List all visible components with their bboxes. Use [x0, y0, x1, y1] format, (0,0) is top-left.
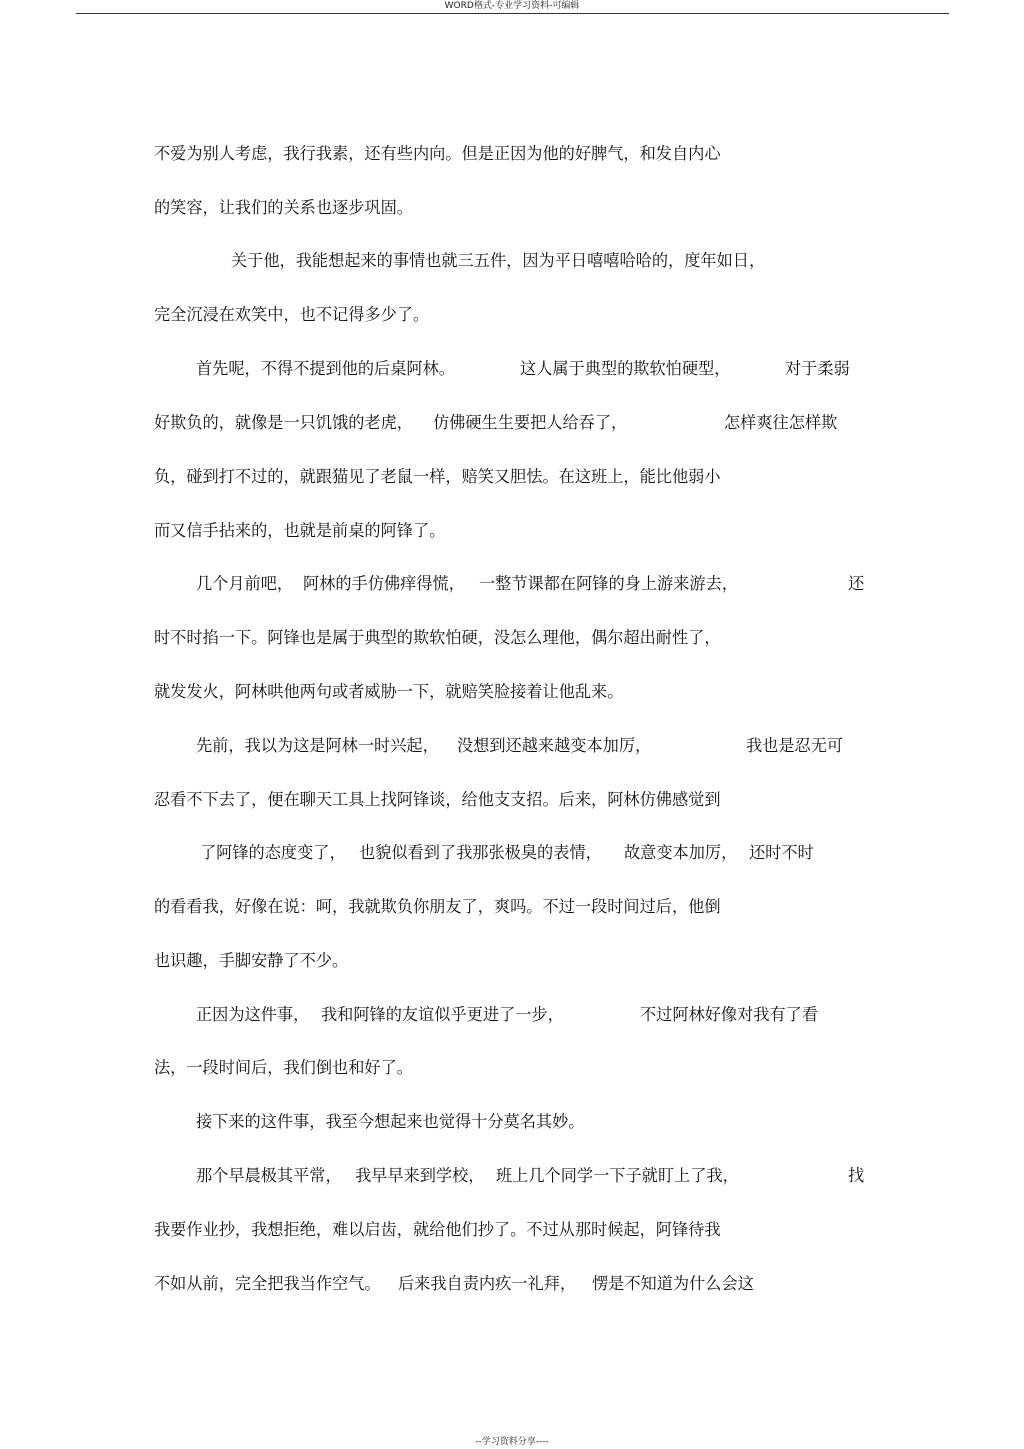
- text-segment: 正因为这件事，: [196, 1005, 310, 1024]
- text-line: [154, 1057, 413, 1079]
- text-segment: 不过阿林好像对我有了看: [640, 1005, 819, 1024]
- text-segment: 没想到还越来越变本加厉，: [457, 736, 652, 755]
- text-segment: 那个早晨极其平常，: [196, 1166, 342, 1185]
- text-line: [154, 1219, 721, 1241]
- text-segment: 后来我自责内疚一礼拜，: [398, 1274, 577, 1293]
- text-line: [154, 197, 413, 219]
- text-segment: 怎样爽往怎样欺: [724, 413, 838, 432]
- text-segment: 好欺负的，就像是一只饥饿的老虎，: [154, 413, 413, 432]
- text-segment: 负，碰到打不过的，就跟猫见了老鼠一样，赔笑又胆怯。在这班上，能比他弱小: [154, 467, 721, 486]
- text-segment: 先前，我以为这是阿林一时兴起，: [196, 736, 439, 755]
- text-segment: 的笑容，让我们的关系也逐步巩固。: [154, 198, 413, 217]
- text-segment: 而又信手拈来的，也就是前桌的阿锋了。: [154, 521, 446, 540]
- text-segment: 法，一段时间后，我们倒也和好了。: [154, 1058, 413, 1077]
- text-line: [154, 950, 349, 972]
- text-segment: 忍看不下去了，便在聊天工具上找阿锋谈，给他支支招。后来，阿林仿佛感觉到: [154, 790, 721, 809]
- text-segment: 我也是忍无可: [746, 736, 844, 755]
- text-segment: 时不时掐一下。阿锋也是属于典型的欺软怕硬，没怎么理他，偶尔超出耐性了，: [154, 628, 721, 647]
- header-rule: [76, 13, 949, 14]
- text-line: [154, 143, 721, 165]
- text-segment: 我要作业抄，我想拒绝，难以启齿，就给他们抄了。不过从那时候起，阿锋待我: [154, 1220, 721, 1239]
- text-segment: 接下来的这件事，我至今想起来也觉得十分莫名其妙。: [196, 1112, 585, 1131]
- text-segment: 阿林的手仿佛痒得慌，: [303, 574, 465, 593]
- text-segment: 首先呢，不得不提到他的后桌阿林。: [196, 359, 455, 378]
- text-segment: 仿佛硬生生要把人给吞了，: [433, 413, 628, 432]
- text-segment: 几个月前吧，: [196, 574, 294, 593]
- text-line: [196, 1165, 865, 1187]
- text-segment: 故意变本加厉，: [624, 843, 738, 862]
- text-segment: 不如从前，完全把我当作空气。: [154, 1274, 381, 1293]
- text-segment: 我和阿锋的友谊似乎更进了一步，: [321, 1005, 564, 1024]
- text-line: [231, 250, 766, 272]
- page-header: WORD格式-专业学习资料-可编辑: [444, 1, 580, 11]
- text-segment: 还: [848, 574, 865, 593]
- text-line: [196, 1004, 819, 1026]
- text-segment: 还时不时: [749, 843, 814, 862]
- text-line: [154, 896, 721, 918]
- text-segment: 班上几个同学一下子就盯上了我，: [496, 1166, 739, 1185]
- text-segment: 也识趣，手脚安静了不少。: [154, 951, 349, 970]
- text-segment: 愣是不知道为什么会这: [592, 1274, 754, 1293]
- text-line: [154, 520, 446, 542]
- text-segment: 我早早来到学校，: [355, 1166, 485, 1185]
- text-segment: 就发发火，阿林哄他两句或者威胁一下，就赔笑脸接着让他乱来。: [154, 682, 624, 701]
- text-line: [154, 412, 838, 434]
- text-segment: 找: [848, 1166, 865, 1185]
- text-segment: 一整节课都在阿锋的身上游来游去，: [479, 574, 738, 593]
- page-footer: --学习资料分享----: [475, 1437, 549, 1447]
- text-segment: 对于柔弱: [785, 359, 850, 378]
- text-line: [154, 681, 624, 703]
- text-segment: 不爱为别人考虑，我行我素，还有些内向。但是正因为他的好脾气，和发自内心: [154, 144, 721, 163]
- text-segment: 的看看我，好像在说：呵，我就欺负你朋友了，爽吗。不过一段时间过后，他倒: [154, 897, 721, 916]
- text-segment: 这人属于典型的欺软怕硬型，: [520, 359, 731, 378]
- text-line: [154, 1273, 754, 1295]
- text-line: [196, 358, 850, 380]
- text-line: [154, 466, 721, 488]
- text-line: [196, 1111, 585, 1133]
- text-segment: 关于他，我能想起来的事情也就三五件，因为平日嘻嘻哈哈的，度年如日，: [231, 251, 766, 270]
- text-line: [154, 304, 430, 326]
- text-line: [196, 573, 865, 595]
- text-segment: 了阿锋的态度变了，: [200, 843, 346, 862]
- text-line: [196, 735, 844, 757]
- text-segment: 也貌似看到了我那张极臭的表情，: [359, 843, 602, 862]
- text-line: [200, 842, 814, 864]
- text-segment: 完全沉浸在欢笑中，也不记得多少了。: [154, 305, 430, 324]
- text-line: [154, 789, 721, 811]
- text-line: [154, 627, 721, 649]
